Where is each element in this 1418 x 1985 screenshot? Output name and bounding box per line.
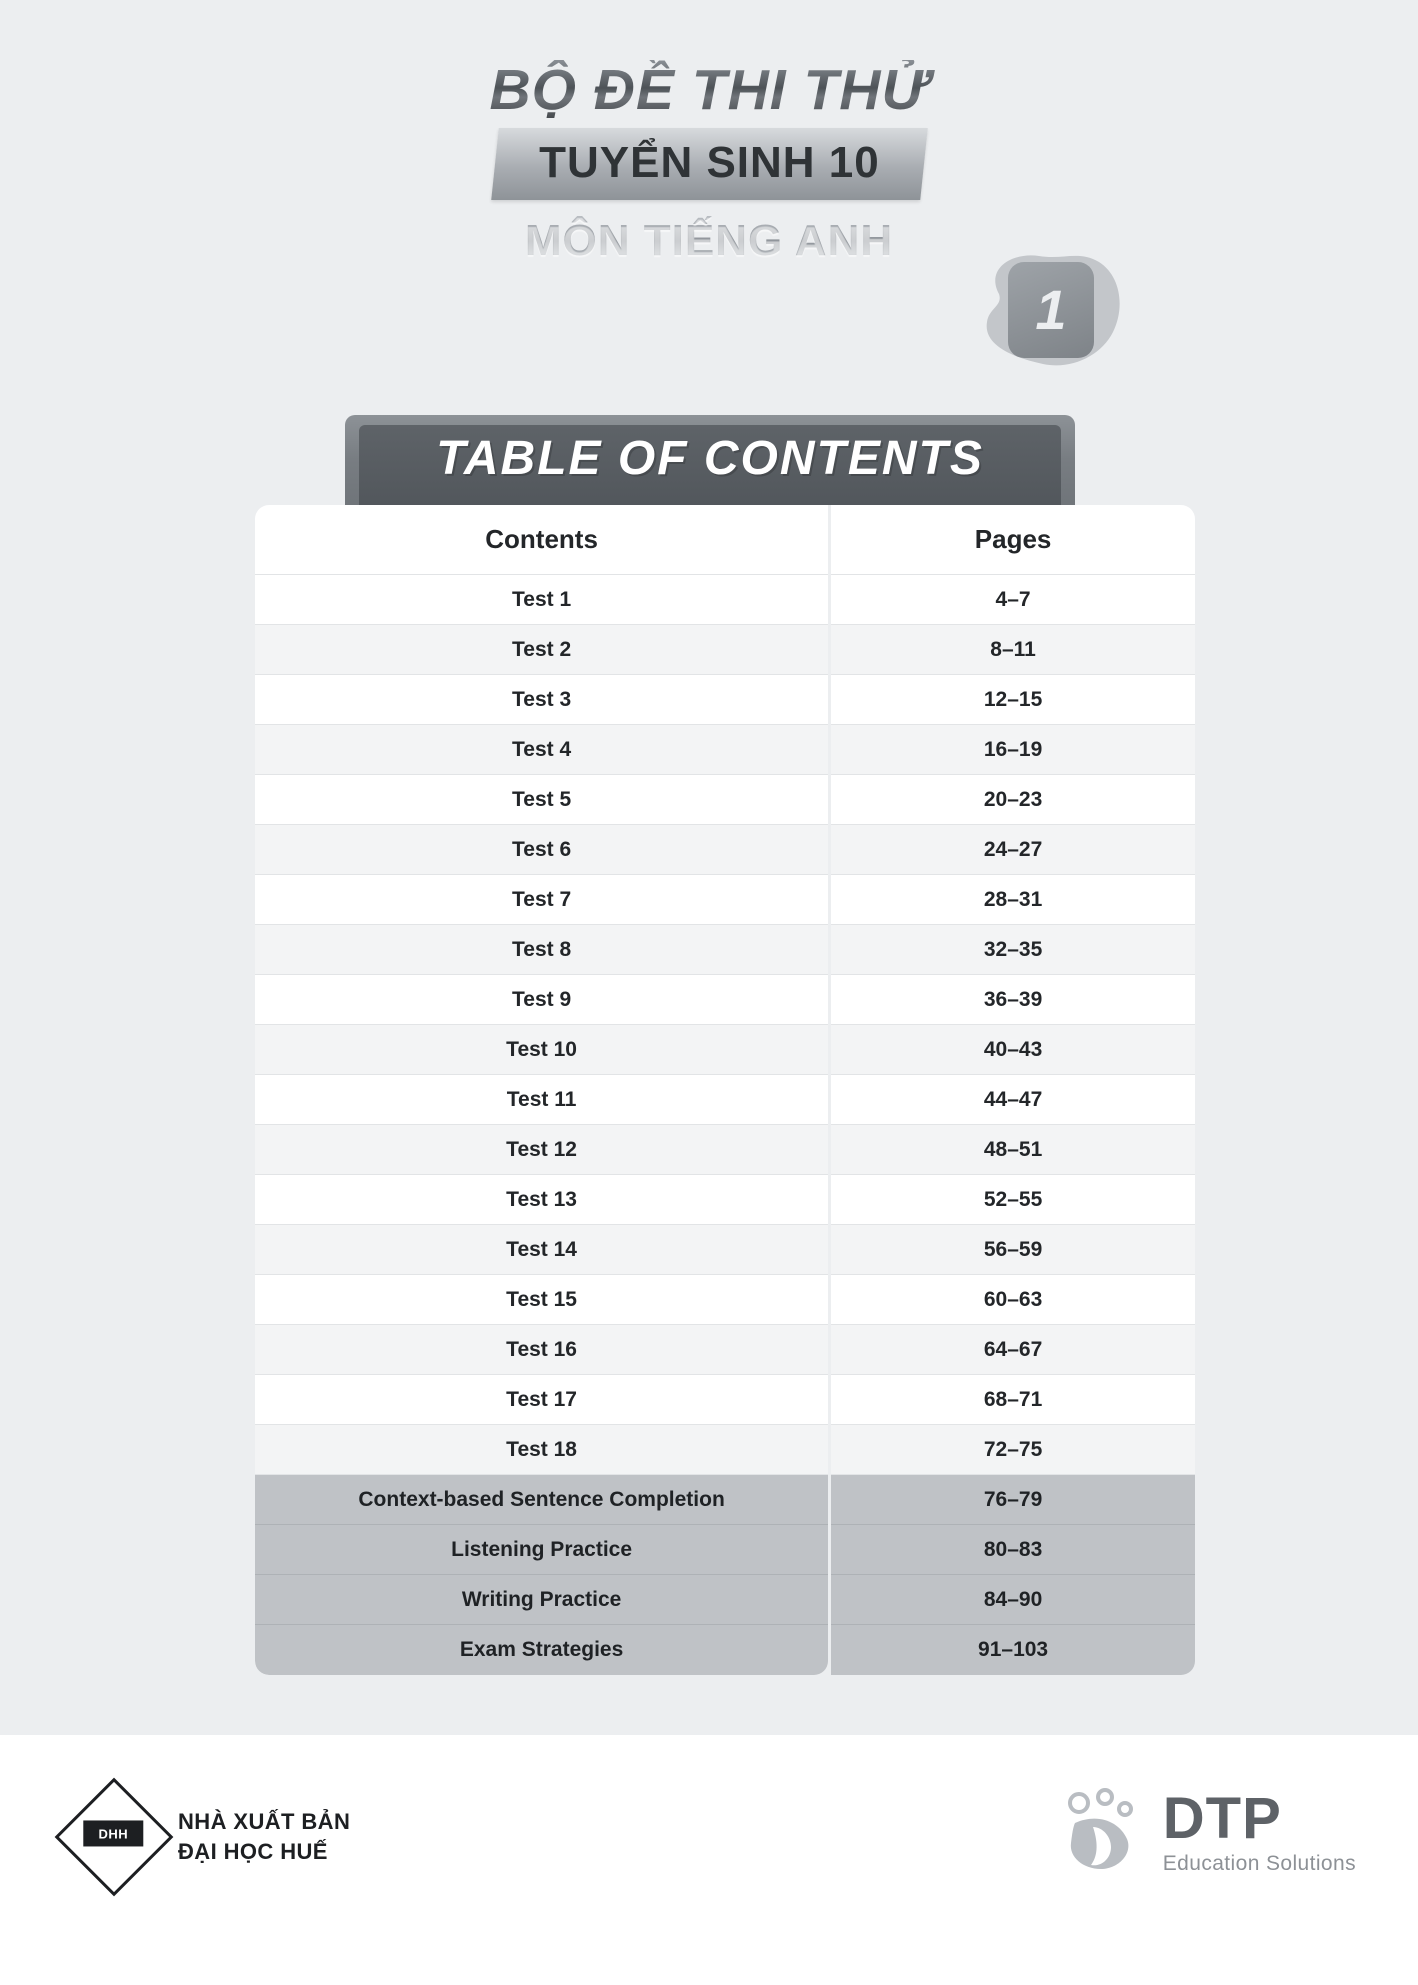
row-contents bbox=[255, 1575, 828, 1625]
row-contents bbox=[255, 1025, 828, 1075]
publisher-logo-text: DHH bbox=[98, 1825, 129, 1841]
row-contents-text: Test 15 bbox=[506, 1287, 577, 1311]
row-pages-text: 12–15 bbox=[983, 687, 1043, 711]
row-pages bbox=[831, 1075, 1195, 1125]
row-contents-text: Test 10 bbox=[506, 1037, 577, 1061]
publisher-line-2: ĐẠI HỌC HUẾ bbox=[178, 1839, 328, 1864]
row-contents-text: Test 7 bbox=[512, 887, 572, 911]
table-row[interactable] bbox=[255, 1575, 1195, 1625]
table-row[interactable] bbox=[255, 1375, 1195, 1425]
table-row[interactable] bbox=[255, 1525, 1195, 1575]
volume-badge bbox=[975, 250, 1125, 370]
row-contents bbox=[255, 1475, 828, 1525]
row-contents bbox=[255, 925, 828, 975]
row-pages bbox=[831, 1575, 1195, 1625]
title-line-3: MÔN TIẾNG ANH bbox=[524, 215, 894, 265]
row-pages bbox=[831, 1475, 1195, 1525]
row-pages-text: 16–19 bbox=[983, 737, 1043, 761]
row-contents bbox=[255, 1425, 828, 1475]
brand-block bbox=[1057, 1787, 1356, 1879]
row-contents bbox=[255, 825, 828, 875]
column-header-pages: Pages bbox=[831, 505, 1195, 575]
row-contents bbox=[255, 1325, 828, 1375]
row-pages-text: 4–7 bbox=[995, 587, 1031, 611]
row-contents-text: Test 18 bbox=[506, 1437, 577, 1461]
row-pages-text: 72–75 bbox=[983, 1437, 1043, 1461]
row-pages-text: 24–27 bbox=[983, 837, 1043, 861]
row-contents-text: Test 11 bbox=[506, 1087, 577, 1111]
row-pages-text: 76–79 bbox=[983, 1487, 1043, 1511]
table-row[interactable] bbox=[255, 1125, 1195, 1175]
row-pages bbox=[831, 725, 1195, 775]
row-contents bbox=[255, 1625, 828, 1675]
row-contents bbox=[255, 575, 828, 625]
row-contents bbox=[255, 725, 828, 775]
row-pages bbox=[831, 625, 1195, 675]
row-contents-text: Listening Practice bbox=[451, 1537, 633, 1561]
badge-number: 1 bbox=[1035, 278, 1067, 341]
row-pages bbox=[831, 675, 1195, 725]
row-pages-text: 84–90 bbox=[983, 1587, 1043, 1611]
row-pages bbox=[831, 975, 1195, 1025]
row-contents bbox=[255, 875, 828, 925]
row-contents-text: Test 5 bbox=[512, 787, 572, 811]
row-pages bbox=[831, 1175, 1195, 1225]
table-row[interactable] bbox=[255, 875, 1195, 925]
column-header-contents: Contents bbox=[255, 505, 828, 575]
row-contents-text: Test 13 bbox=[506, 1187, 577, 1211]
row-pages bbox=[831, 1425, 1195, 1475]
row-pages-text: 8–11 bbox=[990, 637, 1036, 661]
row-contents-text: Test 14 bbox=[506, 1237, 577, 1261]
row-contents-text: Test 17 bbox=[506, 1387, 577, 1411]
row-contents-text: Exam Strategies bbox=[459, 1638, 624, 1661]
table-row[interactable] bbox=[255, 1225, 1195, 1275]
row-contents bbox=[255, 775, 828, 825]
dtp-logo-icon bbox=[1057, 1787, 1149, 1879]
publisher-block bbox=[72, 1795, 350, 1879]
row-pages-text: 80–83 bbox=[983, 1537, 1043, 1561]
row-pages-text: 52–55 bbox=[983, 1187, 1043, 1211]
table-row[interactable] bbox=[255, 1325, 1195, 1375]
row-contents-text: Context-based Sentence Completion bbox=[358, 1487, 725, 1511]
row-pages-text: 64–67 bbox=[983, 1337, 1043, 1361]
row-contents bbox=[255, 675, 828, 725]
row-pages bbox=[831, 1525, 1195, 1575]
row-pages-text: 40–43 bbox=[983, 1037, 1043, 1061]
publisher-line-1: NHÀ XUẤT BẢN bbox=[178, 1809, 351, 1835]
table-row[interactable] bbox=[255, 1175, 1195, 1225]
table-row[interactable] bbox=[255, 825, 1195, 875]
row-contents-text: Test 1 bbox=[512, 587, 572, 611]
row-pages bbox=[831, 775, 1195, 825]
table-row[interactable] bbox=[255, 975, 1195, 1025]
table-row[interactable] bbox=[255, 925, 1195, 975]
table-row[interactable] bbox=[255, 675, 1195, 725]
table-header-row bbox=[255, 505, 1195, 575]
title-line-2-banner bbox=[491, 128, 927, 200]
row-pages bbox=[831, 1275, 1195, 1325]
row-contents bbox=[255, 1525, 828, 1575]
table-row[interactable] bbox=[255, 1625, 1195, 1675]
row-contents bbox=[255, 1275, 828, 1325]
publisher-logo-band bbox=[83, 1820, 143, 1846]
toc-table bbox=[255, 505, 1195, 1675]
row-pages-text: 44–47 bbox=[983, 1087, 1043, 1111]
row-pages bbox=[831, 825, 1195, 875]
table-row[interactable] bbox=[255, 625, 1195, 675]
row-contents bbox=[255, 1225, 828, 1275]
table-row[interactable] bbox=[255, 1025, 1195, 1075]
row-pages-text: 91–103 bbox=[978, 1638, 1049, 1661]
row-contents-text: Test 16 bbox=[506, 1337, 577, 1361]
row-pages bbox=[831, 1375, 1195, 1425]
table-row[interactable] bbox=[255, 725, 1195, 775]
table-row[interactable] bbox=[255, 575, 1195, 625]
row-pages bbox=[831, 1025, 1195, 1075]
row-pages bbox=[831, 1125, 1195, 1175]
row-contents-text: Test 3 bbox=[512, 687, 572, 711]
row-pages-text: 28–31 bbox=[983, 887, 1043, 911]
row-pages-text: 32–35 bbox=[983, 937, 1043, 961]
table-row[interactable] bbox=[255, 1475, 1195, 1525]
row-contents-text: Test 9 bbox=[512, 987, 572, 1011]
brand-text bbox=[1162, 1786, 1356, 1876]
row-pages-text: 20–23 bbox=[983, 787, 1043, 811]
table-row[interactable] bbox=[255, 1425, 1195, 1475]
row-contents-text: Test 8 bbox=[512, 937, 572, 961]
toc-banner-title: TABLE OF CONTENTS bbox=[436, 432, 984, 485]
row-pages-text: 68–71 bbox=[983, 1387, 1043, 1411]
row-contents bbox=[255, 975, 828, 1025]
row-contents bbox=[255, 1075, 828, 1125]
table-row[interactable] bbox=[255, 1275, 1195, 1325]
publisher-logo-icon bbox=[55, 1778, 174, 1897]
row-contents-text: Writing Practice bbox=[461, 1587, 622, 1611]
row-pages bbox=[831, 1225, 1195, 1275]
row-pages bbox=[831, 1625, 1195, 1675]
row-contents bbox=[255, 1175, 828, 1225]
publisher-name bbox=[178, 1807, 350, 1866]
row-contents-text: Test 2 bbox=[512, 637, 572, 661]
row-pages-text: 48–51 bbox=[983, 1137, 1043, 1161]
row-contents bbox=[255, 625, 828, 675]
row-pages-text: 56–59 bbox=[983, 1237, 1043, 1261]
brand-tagline: Education Solutions bbox=[1162, 1852, 1356, 1875]
row-contents-text: Test 6 bbox=[512, 837, 572, 861]
cover-header bbox=[0, 60, 1418, 266]
brand-name: DTP bbox=[1162, 1786, 1282, 1851]
row-pages-text: 36–39 bbox=[983, 987, 1043, 1011]
row-pages bbox=[831, 875, 1195, 925]
row-pages bbox=[831, 1325, 1195, 1375]
table-row[interactable] bbox=[255, 775, 1195, 825]
row-pages bbox=[831, 925, 1195, 975]
row-pages-text: 60–63 bbox=[983, 1287, 1043, 1311]
row-contents bbox=[255, 1375, 828, 1425]
table-row[interactable] bbox=[255, 1075, 1195, 1125]
title-line-1: BỘ ĐỀ THI THỬ bbox=[0, 60, 1418, 122]
row-contents-text: Test 12 bbox=[506, 1137, 577, 1161]
row-contents bbox=[255, 1125, 828, 1175]
row-pages bbox=[831, 575, 1195, 625]
title-line-2: TUYỂN SINH 10 bbox=[538, 137, 880, 187]
row-contents-text: Test 4 bbox=[512, 737, 572, 761]
page-footer bbox=[0, 1735, 1418, 1985]
